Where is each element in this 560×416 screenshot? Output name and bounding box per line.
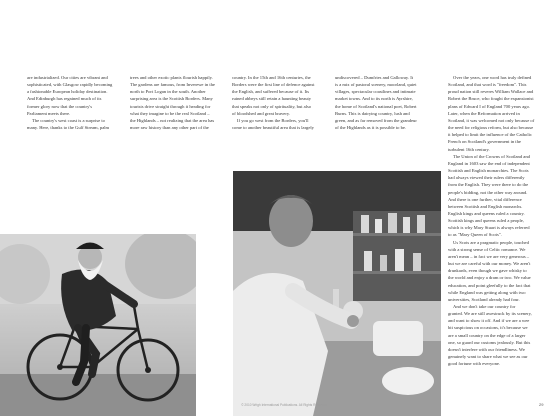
text-line: drunkards, even though we gave whisky to [448,268,527,274]
text-line: And Edinburgh has regained much of its [27,96,102,102]
text-line: with a strong sense of Celtic romance. We [448,246,526,252]
text-line: market towns. And to its north is Ayrshire, [335,96,413,102]
text-line: but we are careful with our money. We aren't [448,261,531,267]
text-line: Over the years, one word has truly defined [453,75,532,80]
text-line: of bloodshed and great bravery. [232,110,290,116]
text-line: Burns. This is dairying country, lush and [335,110,410,116]
text-line: undiscovered – Dumfries and Galloway. It [335,75,414,80]
text-line: the home of Scotland's national poet, Robert [335,103,417,109]
text-column-4 [335,74,435,131]
text-line: that speaks not only of spirituality, but also [232,103,312,109]
text-line: good fortune with everyone. [448,361,501,367]
text-line: is a mix of pastoral scenery, moorland, quiet [335,82,417,88]
text-line: green, and as far removed from the grandeur [335,117,417,123]
text-line: a fashionable European holiday destination. [27,89,108,95]
text-line: turbulent 16th century. [448,146,490,152]
text-line: are a small country on the edge of a larger [448,332,526,338]
text-line: Later, when the Reformation arrived in [448,110,520,116]
text-line: The gardens are famous, from Inverewe in the [130,82,215,88]
text-line: which is why Mary Stuart is always referred [448,225,530,231]
text-line: had always viewed their rulers differently [448,175,525,181]
text-line: the English, and suffered because of it. Its [232,89,310,95]
text-line: universities, Scotland already had four. [448,296,520,302]
cyclist-photo [0,234,196,416]
text-line: while England was getting along with two [448,289,526,295]
text-column-3 [232,74,332,131]
text-column-1 [27,74,125,131]
text-line: the Highlands – not realizing that the area has [130,117,215,123]
text-line: from the English. They were there to do the [448,182,529,188]
text-line: people's bidding, not the other way around. [448,189,528,195]
text-line: French on Scotland's government in the [448,139,521,145]
text-line: country. In the 15th and 16th centuries, the [232,75,311,80]
text-line: The Union of the Crowns of Scotland and [453,153,530,159]
text-line: Us Scots are a pragmatic people, touched [453,239,529,245]
copyright-credit: © 2010 Wrigh International Publications. All Rights Reserved [241,403,327,407]
text-line: come to another beautiful area that is largely [232,125,314,131]
text-line: north to Port Logan in the south. Another [130,89,206,95]
text-line: what they imagine to be the real Scotland – [130,110,210,116]
text-line: And there is one further, vital difference [448,196,522,202]
text-line: trees and other exotic plants flourish happily. [130,75,213,80]
text-column-2 [130,74,228,131]
laboratory-illustration [233,171,441,416]
text-line: plans of Edward I of England 700 years ago. [448,103,531,109]
page-number: 29 [539,402,544,407]
text-line: Scotland, it was welcomed not only because of [448,117,535,123]
text-line: genuinely want to share what we see as our [448,354,528,360]
text-column-5 [448,74,548,367]
text-line: many. Here, thanks to the Gulf Stream, palm [27,125,110,131]
text-line: proud nation still reveres William Wallace and [448,89,534,95]
text-line: the world and enjoy a dram or two. We value [448,275,531,281]
text-line: one, so guard our customs jealously. But this [448,339,531,345]
text-line: villages, spectacular coastlines and intimate [335,89,416,95]
text-line: surprising area is the Scottish Borders. Many [130,96,213,102]
text-line: between Scottish and English monarchs. [448,203,523,209]
text-line: Scottish and English monarchies. The Scots [448,168,529,174]
text-line: it helped to limit the influence of the Catholic [448,132,532,138]
text-line: tourists drive straight through it heading for [130,103,211,109]
text-line: English kings and queens ruled a country. [448,210,525,216]
text-line: Parliament meets there. [27,110,71,116]
cyclist-illustration [0,234,196,416]
text-line: And we don't take our country for [453,304,516,309]
laboratory-photo [233,171,441,416]
text-line: If you go west from the Borders, you'll [237,117,309,123]
text-line: and want to show it off. And if we are a wee [448,318,530,324]
text-line: are industrialized. Our cities are vibrant and [27,75,108,80]
text-line: the need for religious reform, but also because [448,125,534,131]
text-line: Borders were the first line of defence against [232,82,315,88]
text-line: Scottish kings and queens ruled a people, [448,218,524,224]
text-line: bit suspicious on occasions, it's because we [448,325,528,331]
text-line: aren't mean – in fact we are very generous – [448,253,530,259]
text-line: former glory now that the country's [27,103,92,109]
text-line: Scotland, and that word is "freedom". This [448,82,527,88]
text-line: ruined abbeys still retain a haunting beauty [232,96,312,102]
text-line: The country's west coast is a surprise to [32,117,105,123]
text-line: England in 1603 saw the end of independent [448,160,530,166]
text-line: education, and point gleefully to the fact that [448,282,531,288]
text-line: to as "Mary Queen of Scots". [448,232,502,238]
text-line: more raw history than any other part of the [130,125,209,131]
text-line: of the Highlands as it is possible to be. [335,125,407,131]
text-line: sophisticated, with Glasgow rapidly becoming [27,82,113,88]
text-line: doesn't interfere with our friendliness. We [448,346,525,352]
text-line: granted. We are still awestruck by its scenery, [448,311,532,317]
text-line: Robert the Bruce, who fought the expansionist [448,96,534,102]
